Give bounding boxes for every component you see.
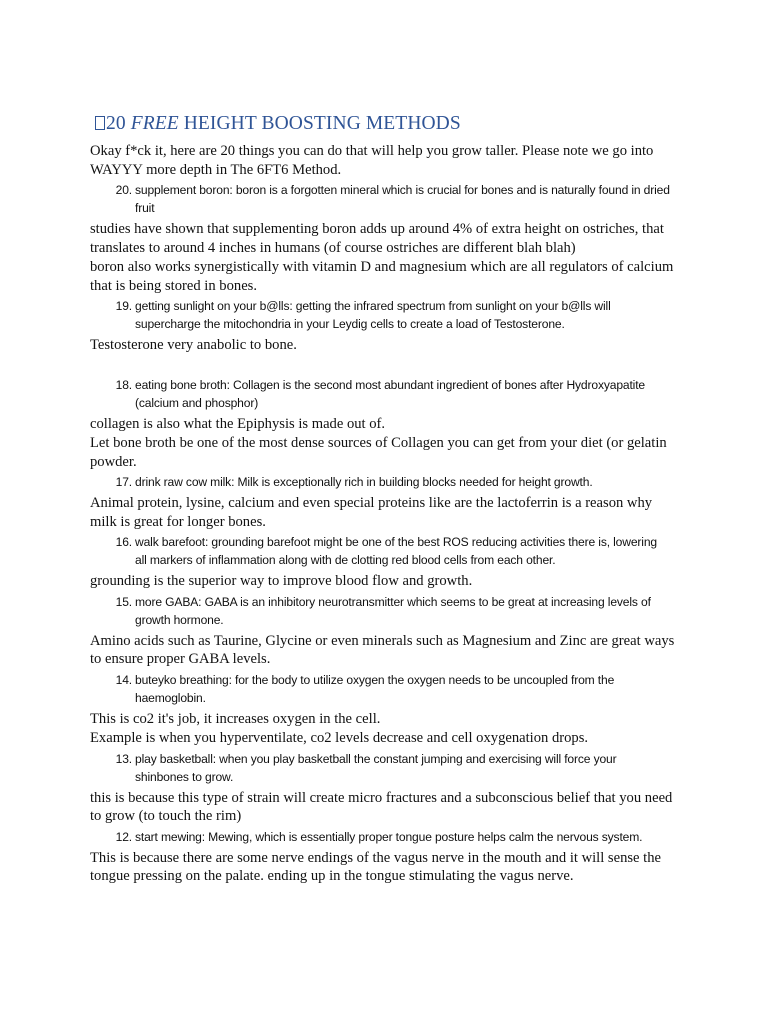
body-paragraph: this is because this type of strain will create micro fractures and a subconscious belief that you need to grow (to touch the rim) xyxy=(90,789,673,824)
numbered-list-item xyxy=(90,828,680,846)
body-paragraph: Let bone broth be one of the most dense sources of Collagen you can get from your diet (or gelatin powder. xyxy=(90,435,667,470)
numbered-list-item xyxy=(90,181,680,217)
title-suffix: HEIGHT BOOSTING METHODS xyxy=(178,113,461,134)
list-item-text: drink raw cow milk: Milk is exceptionally rich in building blocks needed for height growth. xyxy=(135,475,593,489)
list-item-text: getting sunlight on your b@lls: getting the infrared spectrum from sunlight on your b@lls will supercharge the mitochondria in your Leydig cells to create a load of Testosterone. xyxy=(135,299,611,331)
body-paragraph: This is because there are some nerve endings of the vagus nerve in the mouth and it will sense the tongue pressing on the palate. ending up in the tongue stimulating the vagus nerve. xyxy=(90,849,662,884)
title-prefix: 20 xyxy=(106,113,131,134)
list-item-text: play basketball: when you play basketball the constant jumping and exercising will force your shinbones to grow. xyxy=(135,751,617,784)
list-item-text: walk barefoot: grounding barefoot might be one of the best ROS reducing activities there is, lowering all markers of inflammation along with de clotting red blood cells from each other. xyxy=(135,535,657,567)
document-body xyxy=(90,112,680,887)
title-emphasis: FREE xyxy=(130,113,179,134)
list-item-text: supplement boron: boron is a forgotten mineral which is crucial for bones and is naturally found in dried fruit xyxy=(135,183,670,215)
body-paragraph: studies have shown that supplementing boron adds up around 4% of extra height on ostriches, that translates to around 4 inches in humans (of course ostriches are different blah blah) xyxy=(90,221,664,256)
body-paragraph: Animal protein, lysine, calcium and even special proteins like are the lactoferrin is a reason why milk is great for longer bones. xyxy=(90,495,653,530)
body-paragraph: This is co2 it's job, it increases oxygen in the cell. xyxy=(90,710,381,727)
numbered-list-item xyxy=(90,473,680,491)
body-paragraph: grounding is the superior way to improve blood flow and growth. xyxy=(90,573,473,589)
list-item-number: 18. xyxy=(115,377,132,392)
paragraph-spacer xyxy=(90,356,680,374)
list-item-number: 20. xyxy=(115,183,132,197)
list-item-number: 17. xyxy=(115,475,132,489)
body-paragraph: collagen is also what the Epiphysis is made out of. xyxy=(90,415,386,432)
list-item-number: 16. xyxy=(115,535,132,549)
list-item-number: 19. xyxy=(115,299,132,313)
body-paragraph: Example is when you hyperventilate, co2 levels decrease and cell oxygenation drops. xyxy=(90,730,589,746)
numbered-list-item xyxy=(90,671,680,707)
body-paragraph: Amino acids such as Taurine, Glycine or even minerals such as Magnesium and Zinc are great ways to ensure proper GABA levels. xyxy=(90,632,675,667)
numbered-list-item xyxy=(90,593,680,629)
body-paragraph: Okay f*ck it, here are 20 things you can do that will help you grow taller. Please note we go into WAYYY more depth in The 6FT6 Method. xyxy=(90,143,654,178)
body-paragraph: Testosterone very anabolic to bone. xyxy=(90,337,297,353)
list-item-number: 14. xyxy=(115,672,132,687)
numbered-list-item xyxy=(90,533,680,569)
numbered-list-item xyxy=(90,750,680,786)
list-item-text: buteyko breathing: for the body to utilize oxygen the oxygen needs to be uncoupled from the haemoglobin. xyxy=(135,672,615,705)
numbered-list-item xyxy=(90,376,680,412)
list-item-number: 15. xyxy=(115,594,132,609)
list-item-text: start mewing: Mewing, which is essentially proper tongue posture helps calm the nervous system. xyxy=(135,829,643,844)
document-title xyxy=(95,112,680,136)
body-paragraph: boron also works synergistically with vitamin D and magnesium which are all regulators of calcium that is being stored in bones. xyxy=(90,259,674,294)
list-item-number: 13. xyxy=(115,751,132,766)
list-item-text: more GABA: GABA is an inhibitory neurotransmitter which seems to be great at increasing levels of growth hormone. xyxy=(135,594,651,627)
missing-glyph-icon xyxy=(95,116,105,130)
list-item-number: 12. xyxy=(115,829,132,844)
list-item-text: eating bone broth: Collagen is the second most abundant ingredient of bones after Hydroxyapatite (calcium and phosphor) xyxy=(135,377,646,410)
numbered-list-item xyxy=(90,297,680,333)
